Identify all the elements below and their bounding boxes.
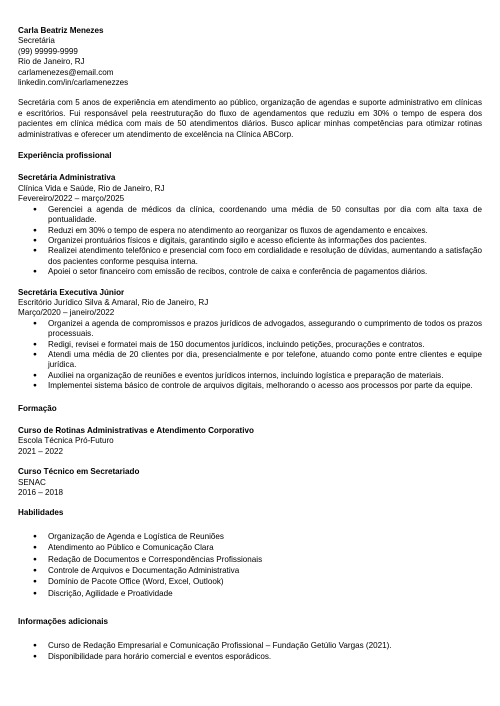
job-position: Secretária Administrativa [18, 173, 116, 183]
section-title-experience: Experiência profissional [18, 151, 112, 161]
list-item: ● Controle de Arquivos e Documentação Administrativa [18, 565, 482, 576]
list-item: ● Curso de Redação Empresarial e Comunicação Profissional – Fundação Getúlio Vargas (2021). [18, 640, 482, 651]
list-item: ● Organizei prontuários físicos e digitais, garantindo sigilo e acesso eficiente às informações dos pacientes. [18, 236, 482, 246]
list-item: ● Reduzi em 30% o tempo de espera no atendimento ao reorganizar os fluxos de agendamento e encaixes. [18, 226, 482, 236]
job-period: Fevereiro/2022 – março/2025 [18, 194, 125, 204]
section-title-education: Formação [18, 403, 57, 413]
education-entry [18, 426, 482, 457]
contact-header [18, 26, 482, 88]
skills-list [18, 531, 482, 599]
job-company: Escritório Jurídico Silva & Amaral, Rio de Janeiro, RJ [18, 297, 209, 307]
education-period: 2021 – 2022 [18, 446, 64, 456]
education-course: Curso de Rotinas Administrativas e Atendimento Corporativo [18, 426, 254, 435]
candidate-location: Rio de Janeiro, RJ [18, 57, 85, 67]
list-item: ● Atendimento ao Público e Comunicação Clara [18, 542, 482, 553]
job-entry [18, 288, 482, 392]
experience-section [18, 151, 482, 392]
section-title-additional: Informações adicionais [18, 617, 108, 627]
additional-info-list [18, 640, 482, 663]
professional-summary: Secretária com 5 anos de experiência em atendimento ao público, organização de agendas e suporte administrativo em clínicas e escritórios. Fui responsável pela reestruturação do fluxo de agendamentos que reduziu em 30% o tempo de espera dos pacientes em clínica médica com mais de 50 atendimentos diários. Busco aplicar minhas competências para otimizar rotinas administrativas e oferecer um atendimento de excelência na Clínica ABCorp. [18, 98, 482, 139]
job-entry [18, 173, 482, 277]
list-item: ● Realizei atendimento telefônico e presencial com foco em cordialidade e resolução de dúvidas, aumentando a satisfação dos pacientes conforme pesquisa interna. [18, 246, 482, 267]
list-item: ● Discrição, Agilidade e Proatividade [18, 588, 482, 599]
list-item: ● Apoiei o setor financeiro com emissão de recibos, controle de caixa e conferência de pagamentos diários. [18, 267, 482, 277]
candidate-phone: (99) 99999-9999 [18, 46, 78, 56]
list-item: ● Redação de Documentos e Correspondências Profissionais [18, 554, 482, 565]
job-bullets [18, 319, 482, 392]
candidate-role: Secretária [18, 36, 55, 46]
education-period: 2016 – 2018 [18, 488, 64, 498]
job-company: Clínica Vida e Saúde, Rio de Janeiro, RJ [18, 183, 165, 193]
candidate-linkedin: linkedin.com/in/carlamenezzes [18, 78, 129, 88]
list-item: ● Disponibilidade para horário comercial e eventos esporádicos. [18, 651, 482, 662]
list-item: ● Gerenciei a agenda de médicos da clínica, coordenando uma média de 50 consultas por dia com alta taxa de pontualidade. [18, 205, 482, 226]
additional-info-section [18, 617, 482, 662]
list-item: ● Redigi, revisei e formatei mais de 150 documentos jurídicos, incluindo petições, procurações e contratos. [18, 340, 482, 350]
job-bullets [18, 205, 482, 278]
list-item: ● Domínio de Pacote Office (Word, Excel, Outlook) [18, 576, 482, 587]
education-school: SENAC [18, 477, 46, 487]
education-section [18, 404, 482, 499]
candidate-email: carlamenezes@email.com [18, 67, 114, 77]
candidate-name: Carla Beatriz Menezes [18, 26, 104, 35]
skills-section [18, 508, 482, 599]
education-school: Escola Técnica Pró-Futuro [18, 436, 114, 446]
job-period: Março/2020 – janeiro/2022 [18, 308, 115, 318]
list-item: ● Auxiliei na organização de reuniões e eventos jurídicos internos, incluindo logística e preparação de materiais. [18, 371, 482, 381]
job-position: Secretária Executiva Júnior [18, 287, 125, 297]
list-item: ● Atendi uma média de 20 clientes por dia, presencialmente e por telefone, atuando como ponte entre clientes e equipe jurídica. [18, 350, 482, 371]
section-title-skills: Habilidades [18, 508, 64, 518]
list-item: ● Organização de Agenda e Logística de Reuniões [18, 531, 482, 542]
education-entry [18, 467, 482, 498]
list-item: ● Organizei a agenda de compromissos e prazos jurídicos de advogados, assegurando o cumprimento de todos os prazos processuais. [18, 319, 482, 340]
education-course: Curso Técnico em Secretariado [18, 467, 140, 477]
list-item: ● Implementei sistema básico de controle de arquivos digitais, melhorando o acesso aos processos por parte da equipe. [18, 381, 482, 391]
